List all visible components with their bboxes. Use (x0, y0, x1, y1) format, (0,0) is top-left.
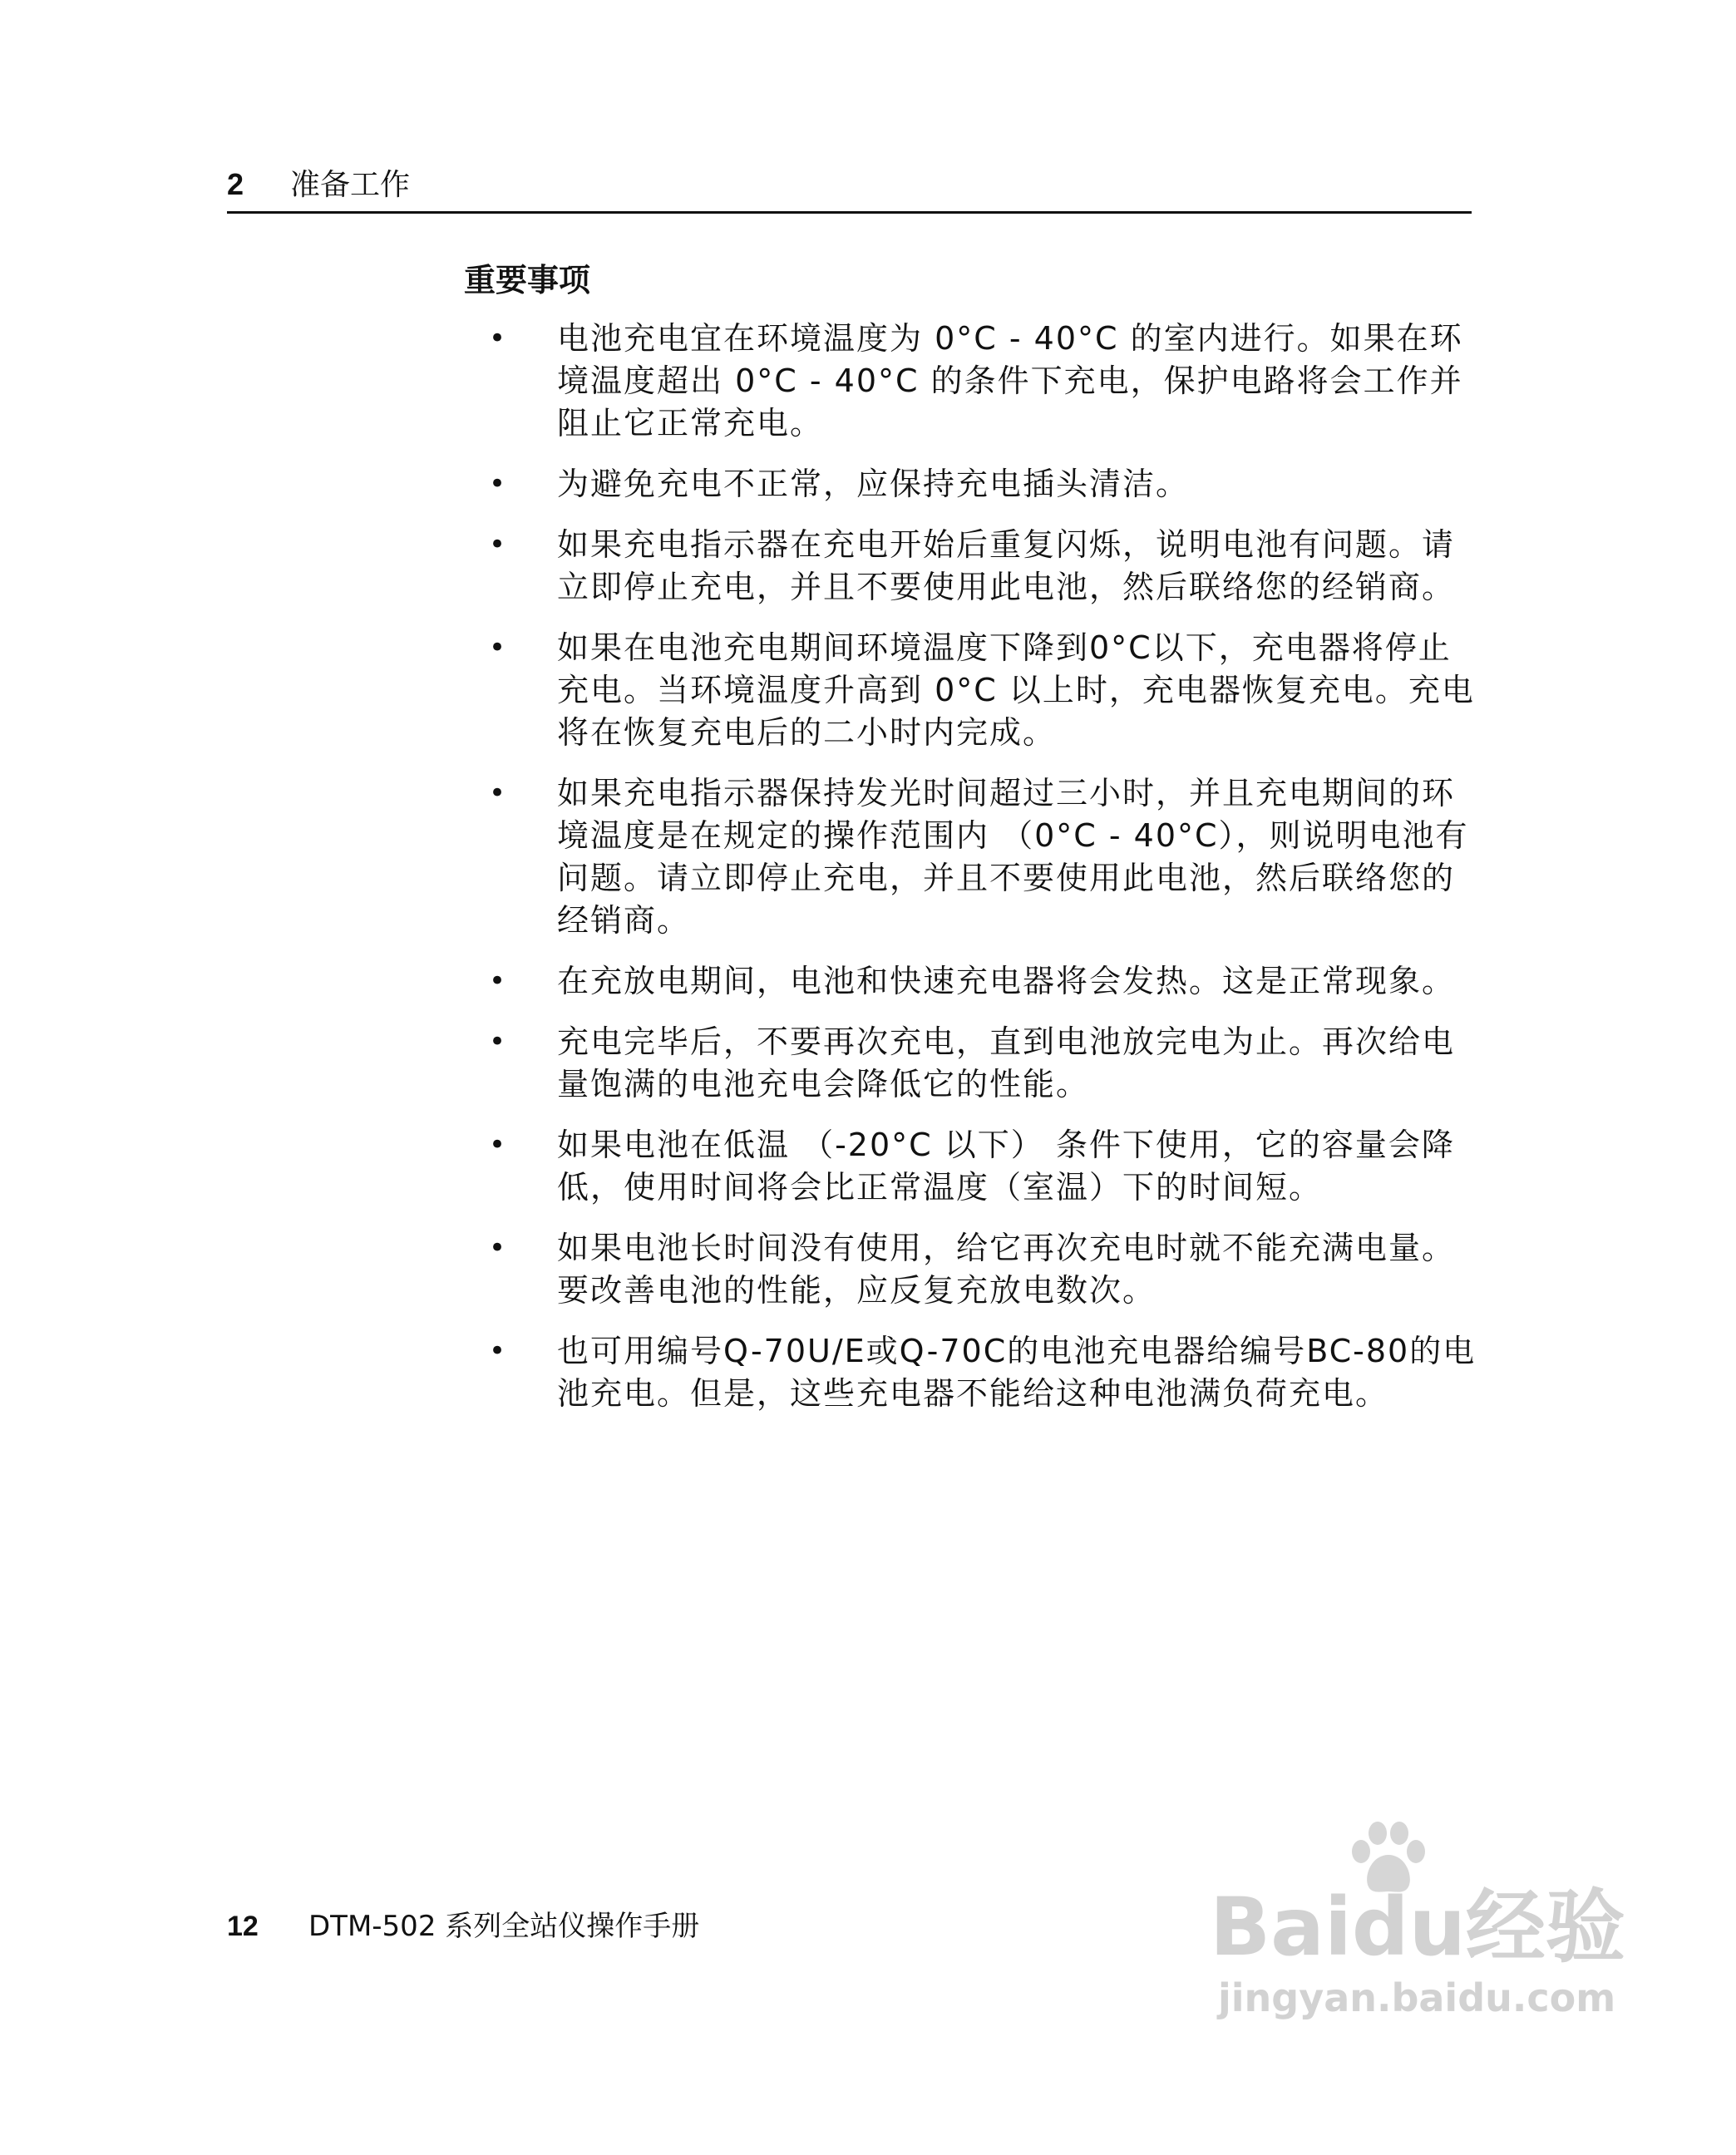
note-text: 如果在电池充电期间环境温度下降到0°C以下，充电器将停止充电。当环境温度升高到 0°C 以上时，充电器恢复充电。充电将在恢复充电后的二小时内完成。 (557, 629, 1475, 751)
list-item (464, 1021, 1478, 1106)
page-footer (227, 1908, 699, 1945)
note-text: 电池充电宜在环境温度为 0°C - 40°C 的室内进行。如果在环境温度超出 0°C - 40°C 的条件下充电，保护电路将会工作并阻止它正常充电。 (557, 320, 1463, 441)
list-item (464, 318, 1478, 445)
bullet-icon: • (489, 1334, 508, 1368)
note-text: 为避免充电不正常，应保持充电插头清洁。 (557, 466, 1190, 502)
page-number: 12 (227, 1911, 259, 1942)
watermark-url: jingyan.baidu.com (1218, 1975, 1616, 2020)
watermark (1210, 1817, 1625, 2033)
note-text: 在充放电期间，电池和快速充电器将会发热。这是正常现象。 (557, 963, 1456, 999)
notes-list (464, 318, 1478, 1433)
list-item (464, 772, 1478, 942)
list-item (464, 1330, 1478, 1415)
bullet-icon: • (489, 467, 508, 501)
list-item (464, 1124, 1478, 1209)
bullet-icon: • (489, 1231, 508, 1265)
list-item (464, 1227, 1478, 1312)
chapter-title: 准备工作 (290, 168, 411, 202)
list-item (464, 524, 1478, 609)
bullet-icon: • (489, 964, 508, 998)
list-item (464, 463, 1478, 505)
section-title: 重要事项 (464, 262, 591, 298)
list-item (464, 960, 1478, 1003)
bullet-icon: • (489, 322, 508, 355)
note-text: 如果电池在低温 （-20°C 以下） 条件下使用，它的容量会降低，使用时间将会比正常温度（室温）下的时间短。 (557, 1127, 1455, 1206)
note-text: 充电完毕后，不要再次充电，直到电池放完电为止。再次给电量饱满的电池充电会降低它的性能。 (557, 1023, 1456, 1102)
note-text: 如果电池长时间没有使用，给它再次充电时就不能充满电量。要改善电池的性能，应反复充放电数次。 (557, 1230, 1456, 1309)
bullet-icon: • (489, 528, 508, 561)
header-divider (227, 211, 1472, 214)
list-item (464, 627, 1478, 754)
bullet-icon: • (489, 777, 508, 810)
bullet-icon: • (489, 1025, 508, 1058)
bullet-icon: • (489, 631, 508, 664)
note-text: 如果充电指示器在充电开始后重复闪烁，说明电池有问题。请立即停止充电，并且不要使用此电池，然后联络您的经销商。 (557, 526, 1456, 605)
chapter-number: 2 (227, 167, 244, 201)
bullet-icon: • (489, 1128, 508, 1161)
manual-title: DTM-502 系列全站仪操作手册 (308, 1910, 700, 1943)
watermark-logo: Baidu经验 (1210, 1881, 1625, 1974)
note-text: 也可用编号Q-70U/E或Q-70C的电池充电器给编号BC-80的电池充电。但是，这些充电器不能给这种电池满负荷充电。 (557, 1333, 1477, 1412)
chapter-header (227, 165, 410, 205)
note-text: 如果充电指示器保持发光时间超过三小时，并且充电期间的环境温度是在规定的操作范围内 （0°C - 40°C），则说明电池有问题。请立即停止充电，并且不要使用此电池，然后联络您的经销商。 (557, 775, 1469, 939)
